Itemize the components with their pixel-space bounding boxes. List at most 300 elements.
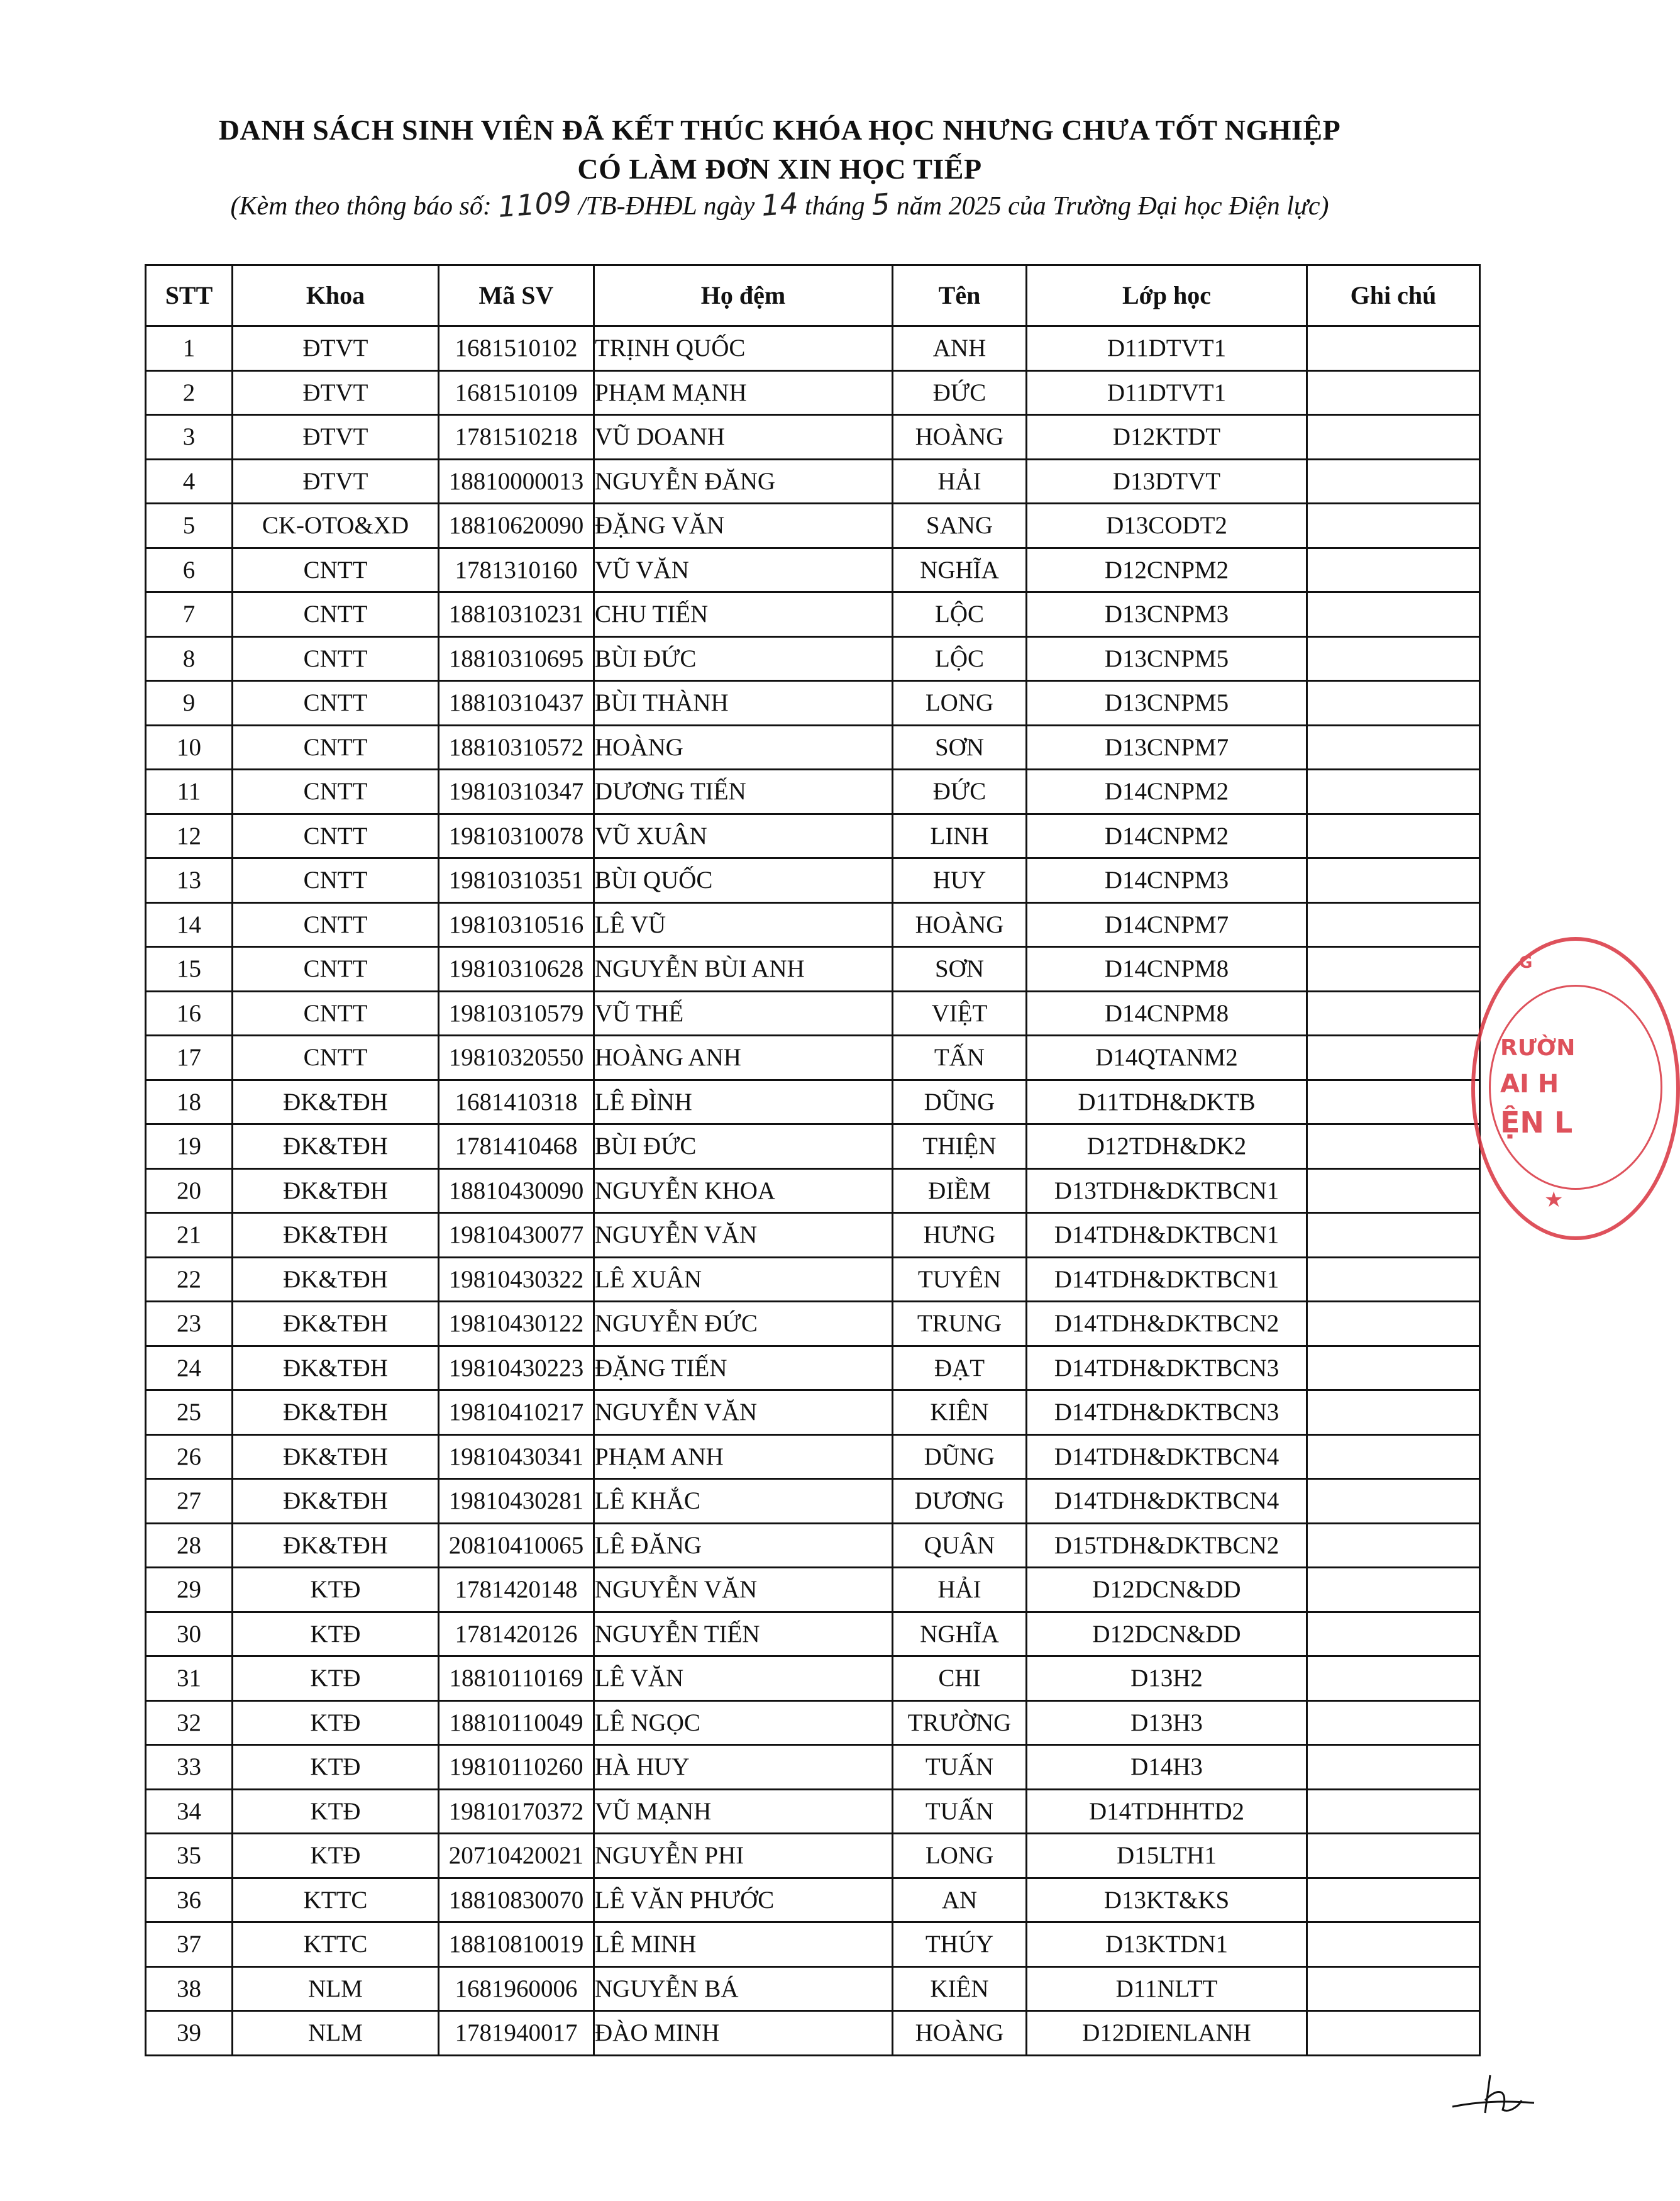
cell-ten: ĐỨC <box>893 370 1027 415</box>
cell-khoa: ĐK&TĐH <box>233 1168 439 1213</box>
cell-ma-sv: 1781510218 <box>439 415 594 460</box>
column-header-ten: Tên <box>893 265 1027 326</box>
cell-ho-dem: BÙI ĐỨC <box>594 636 893 681</box>
cell-lop-hoc: D14TDH&DKTBCN3 <box>1027 1390 1307 1435</box>
table-row <box>146 1612 1480 1656</box>
cell-ho-dem: LÊ VĂN PHƯỚC <box>594 1878 893 1922</box>
cell-ten: TẤN <box>893 1036 1027 1080</box>
cell-lop-hoc: D14TDHHTD2 <box>1027 1789 1307 1834</box>
cell-ghi-chu <box>1307 1346 1480 1390</box>
seal-text-top: G <box>1519 953 1533 972</box>
cell-ghi-chu <box>1307 1878 1480 1922</box>
cell-stt: 28 <box>146 1523 233 1568</box>
cell-lop-hoc: D14TDH&DKTBCN1 <box>1027 1213 1307 1258</box>
cell-ghi-chu <box>1307 947 1480 992</box>
cell-ghi-chu <box>1307 1168 1480 1213</box>
column-header-ma-sv: Mã SV <box>439 265 594 326</box>
cell-ho-dem: HÀ HUY <box>594 1745 893 1790</box>
document-subtitle <box>0 184 1559 225</box>
cell-ho-dem: LÊ ĐÌNH <box>594 1080 893 1124</box>
cell-ghi-chu <box>1307 1479 1480 1524</box>
cell-ten: LONG <box>893 1834 1027 1878</box>
cell-ma-sv: 1681410318 <box>439 1080 594 1124</box>
subtitle-prefix: (Kèm theo thông báo số: <box>230 192 499 221</box>
cell-lop-hoc: D13KT&KS <box>1027 1878 1307 1922</box>
cell-ghi-chu <box>1307 636 1480 681</box>
cell-ma-sv: 18810000013 <box>439 459 594 504</box>
cell-ghi-chu <box>1307 1213 1480 1258</box>
cell-ten: DŨNG <box>893 1434 1027 1479</box>
cell-ma-sv: 19810430122 <box>439 1302 594 1346</box>
cell-khoa: KTTC <box>233 1878 439 1922</box>
cell-ghi-chu <box>1307 370 1480 415</box>
cell-lop-hoc: D14TDH&DKTBCN4 <box>1027 1434 1307 1479</box>
cell-ghi-chu <box>1307 770 1480 814</box>
table-row <box>146 1213 1480 1258</box>
cell-ten: ĐẠT <box>893 1346 1027 1390</box>
cell-ten: HƯNG <box>893 1213 1027 1258</box>
cell-ma-sv: 18810310695 <box>439 636 594 681</box>
cell-stt: 25 <box>146 1390 233 1435</box>
cell-ma-sv: 18810110169 <box>439 1656 594 1701</box>
cell-ten: AN <box>893 1878 1027 1922</box>
cell-ho-dem: NGUYỄN TIẾN <box>594 1612 893 1656</box>
cell-lop-hoc: D15TDH&DKTBCN2 <box>1027 1523 1307 1568</box>
table-row <box>146 991 1480 1036</box>
table-row <box>146 1700 1480 1745</box>
cell-ma-sv: 19810310351 <box>439 858 594 903</box>
cell-ma-sv: 19810410217 <box>439 1390 594 1435</box>
cell-ma-sv: 19810110260 <box>439 1745 594 1790</box>
cell-ma-sv: 18810310437 <box>439 681 594 726</box>
cell-ho-dem: LÊ NGỌC <box>594 1700 893 1745</box>
cell-ten: LỘC <box>893 636 1027 681</box>
table-row <box>146 1302 1480 1346</box>
table-row <box>146 725 1480 770</box>
table-row <box>146 1080 1480 1124</box>
cell-ten: HẢI <box>893 459 1027 504</box>
cell-lop-hoc: D13CNPM5 <box>1027 681 1307 726</box>
cell-ghi-chu <box>1307 858 1480 903</box>
cell-ho-dem: NGUYỄN ĐỨC <box>594 1302 893 1346</box>
cell-stt: 8 <box>146 636 233 681</box>
cell-stt: 18 <box>146 1080 233 1124</box>
cell-khoa: CNTT <box>233 902 439 947</box>
cell-ten: HUY <box>893 858 1027 903</box>
table-row <box>146 1390 1480 1435</box>
cell-ho-dem: NGUYỄN KHOA <box>594 1168 893 1213</box>
cell-ghi-chu <box>1307 991 1480 1036</box>
cell-ma-sv: 19810430281 <box>439 1479 594 1524</box>
cell-ghi-chu <box>1307 1036 1480 1080</box>
document-title-line2: CÓ LÀM ĐƠN XIN HỌC TIẾP <box>577 153 982 185</box>
cell-ghi-chu <box>1307 326 1480 371</box>
cell-ho-dem: TRỊNH QUỐC <box>594 326 893 371</box>
handwritten-day: 14 <box>760 186 800 223</box>
red-seal-stamp <box>1471 937 1680 1240</box>
table-row <box>146 2011 1480 2056</box>
cell-ma-sv: 19810430322 <box>439 1257 594 1302</box>
cell-ten: LINH <box>893 814 1027 858</box>
cell-ghi-chu <box>1307 1789 1480 1834</box>
cell-ghi-chu <box>1307 1656 1480 1701</box>
cell-ten: HOÀNG <box>893 2011 1027 2056</box>
table-row <box>146 636 1480 681</box>
cell-ma-sv: 18810430090 <box>439 1168 594 1213</box>
cell-ma-sv: 20810410065 <box>439 1523 594 1568</box>
cell-ten: ANH <box>893 326 1027 371</box>
cell-khoa: CNTT <box>233 858 439 903</box>
table-row <box>146 1568 1480 1612</box>
cell-khoa: ĐK&TĐH <box>233 1257 439 1302</box>
cell-ghi-chu <box>1307 725 1480 770</box>
cell-stt: 19 <box>146 1124 233 1169</box>
cell-ma-sv: 18810620090 <box>439 504 594 548</box>
cell-stt: 11 <box>146 770 233 814</box>
cell-ma-sv: 18810830070 <box>439 1878 594 1922</box>
cell-ma-sv: 19810310347 <box>439 770 594 814</box>
subtitle-middle-1: /TB-ĐHĐL ngày <box>572 192 761 221</box>
cell-ma-sv: 1681510102 <box>439 326 594 371</box>
cell-ghi-chu <box>1307 1700 1480 1745</box>
cell-khoa: KTĐ <box>233 1568 439 1612</box>
cell-lop-hoc: D14TDH&DKTBCN2 <box>1027 1302 1307 1346</box>
cell-khoa: ĐK&TĐH <box>233 1346 439 1390</box>
cell-ma-sv: 1781940017 <box>439 2011 594 2056</box>
cell-lop-hoc: D12DCN&DD <box>1027 1612 1307 1656</box>
cell-ghi-chu <box>1307 1612 1480 1656</box>
cell-ghi-chu <box>1307 1257 1480 1302</box>
cell-khoa: KTĐ <box>233 1789 439 1834</box>
cell-ten: TUẤN <box>893 1745 1027 1790</box>
cell-khoa: ĐK&TĐH <box>233 1080 439 1124</box>
cell-ho-dem: PHẠM ANH <box>594 1434 893 1479</box>
cell-ten: TUYÊN <box>893 1257 1027 1302</box>
subtitle-suffix: năm 2025 của Trường Đại học Điện lực) <box>890 192 1329 221</box>
table-row <box>146 947 1480 992</box>
handwritten-month: 5 <box>870 187 892 222</box>
cell-ghi-chu <box>1307 814 1480 858</box>
cell-ten: QUÂN <box>893 1523 1027 1568</box>
cell-lop-hoc: D14CNPM3 <box>1027 858 1307 903</box>
cell-ghi-chu <box>1307 1745 1480 1790</box>
cell-lop-hoc: D13H3 <box>1027 1700 1307 1745</box>
cell-khoa: CNTT <box>233 770 439 814</box>
cell-stt: 34 <box>146 1789 233 1834</box>
cell-lop-hoc: D13CNPM7 <box>1027 725 1307 770</box>
cell-khoa: ĐTVT <box>233 415 439 460</box>
column-header-stt: STT <box>146 265 233 326</box>
table-row <box>146 459 1480 504</box>
cell-stt: 36 <box>146 1878 233 1922</box>
table-row <box>146 1966 1480 2011</box>
cell-khoa: CK-OTO&XD <box>233 504 439 548</box>
cell-ho-dem: NGUYỄN BÁ <box>594 1966 893 2011</box>
cell-stt: 17 <box>146 1036 233 1080</box>
cell-lop-hoc: D12DIENLANH <box>1027 2011 1307 2056</box>
table-row <box>146 1124 1480 1169</box>
table-row <box>146 858 1480 903</box>
cell-stt: 27 <box>146 1479 233 1524</box>
table-row <box>146 415 1480 460</box>
cell-ho-dem: VŨ XUÂN <box>594 814 893 858</box>
cell-ho-dem: NGUYỄN ĐĂNG <box>594 459 893 504</box>
table-row <box>146 1789 1480 1834</box>
cell-ghi-chu <box>1307 548 1480 592</box>
cell-ma-sv: 1681510109 <box>439 370 594 415</box>
cell-khoa: CNTT <box>233 814 439 858</box>
cell-ma-sv: 19810310078 <box>439 814 594 858</box>
cell-lop-hoc: D14QTANM2 <box>1027 1036 1307 1080</box>
cell-lop-hoc: D13CODT2 <box>1027 504 1307 548</box>
cell-ma-sv: 19810320550 <box>439 1036 594 1080</box>
cell-ten: LỘC <box>893 592 1027 637</box>
table-row <box>146 1523 1480 1568</box>
cell-khoa: CNTT <box>233 947 439 992</box>
cell-ghi-chu <box>1307 902 1480 947</box>
cell-ghi-chu <box>1307 1080 1480 1124</box>
cell-ghi-chu <box>1307 1124 1480 1169</box>
cell-khoa: CNTT <box>233 592 439 637</box>
cell-lop-hoc: D14TDH&DKTBCN4 <box>1027 1479 1307 1524</box>
cell-stt: 15 <box>146 947 233 992</box>
table-row <box>146 814 1480 858</box>
cell-ten: SANG <box>893 504 1027 548</box>
cell-lop-hoc: D14TDH&DKTBCN3 <box>1027 1346 1307 1390</box>
cell-ho-dem: LÊ VŨ <box>594 902 893 947</box>
table-row <box>146 681 1480 726</box>
cell-stt: 4 <box>146 459 233 504</box>
cell-khoa: KTTC <box>233 1922 439 1967</box>
cell-ma-sv: 1781420148 <box>439 1568 594 1612</box>
cell-stt: 10 <box>146 725 233 770</box>
cell-ma-sv: 18810110049 <box>439 1700 594 1745</box>
cell-ma-sv: 19810310579 <box>439 991 594 1036</box>
cell-khoa: ĐK&TĐH <box>233 1390 439 1435</box>
cell-ma-sv: 19810310628 <box>439 947 594 992</box>
table-row <box>146 370 1480 415</box>
cell-ho-dem: VŨ VĂN <box>594 548 893 592</box>
cell-lop-hoc: D14H3 <box>1027 1745 1307 1790</box>
table-row <box>146 1036 1480 1080</box>
cell-khoa: ĐTVT <box>233 326 439 371</box>
cell-khoa: CNTT <box>233 548 439 592</box>
seal-text-line1: RƯỜN <box>1500 1035 1576 1061</box>
table-row <box>146 1479 1480 1524</box>
cell-khoa: KTĐ <box>233 1612 439 1656</box>
table-row <box>146 1257 1480 1302</box>
cell-ho-dem: HOÀNG <box>594 725 893 770</box>
table-row <box>146 1745 1480 1790</box>
cell-khoa: CNTT <box>233 1036 439 1080</box>
cell-ghi-chu <box>1307 1390 1480 1435</box>
cell-lop-hoc: D13H2 <box>1027 1656 1307 1701</box>
cell-ho-dem: ĐẶNG VĂN <box>594 504 893 548</box>
cell-lop-hoc: D12KTDT <box>1027 415 1307 460</box>
cell-khoa: ĐK&TĐH <box>233 1479 439 1524</box>
cell-ghi-chu <box>1307 1523 1480 1568</box>
cell-ho-dem: ĐẶNG TIẾN <box>594 1346 893 1390</box>
cell-ten: NGHĨA <box>893 1612 1027 1656</box>
column-header-khoa: Khoa <box>233 265 439 326</box>
cell-ten: TRƯỜNG <box>893 1700 1027 1745</box>
cell-khoa: KTĐ <box>233 1834 439 1878</box>
cell-ten: TRUNG <box>893 1302 1027 1346</box>
cell-ma-sv: 1781420126 <box>439 1612 594 1656</box>
cell-ten: DƯƠNG <box>893 1479 1027 1524</box>
cell-khoa: CNTT <box>233 681 439 726</box>
cell-ho-dem: DƯƠNG TIẾN <box>594 770 893 814</box>
column-header-lop-hoc: Lớp học <box>1027 265 1307 326</box>
cell-ma-sv: 19810430341 <box>439 1434 594 1479</box>
cell-ghi-chu <box>1307 1966 1480 2011</box>
cell-stt: 16 <box>146 991 233 1036</box>
cell-ho-dem: VŨ MẠNH <box>594 1789 893 1834</box>
cell-stt: 24 <box>146 1346 233 1390</box>
cell-ghi-chu <box>1307 459 1480 504</box>
table-row <box>146 504 1480 548</box>
cell-ten: CHI <box>893 1656 1027 1701</box>
cell-khoa: NLM <box>233 2011 439 2056</box>
cell-ho-dem: HOÀNG ANH <box>594 1036 893 1080</box>
cell-ten: ĐỨC <box>893 770 1027 814</box>
cell-lop-hoc: D12DCN&DD <box>1027 1568 1307 1612</box>
cell-ghi-chu <box>1307 504 1480 548</box>
cell-ten: ĐIỀM <box>893 1168 1027 1213</box>
cell-stt: 13 <box>146 858 233 903</box>
cell-ma-sv: 1781410468 <box>439 1124 594 1169</box>
cell-ho-dem: LÊ ĐĂNG <box>594 1523 893 1568</box>
cell-ten: HOÀNG <box>893 415 1027 460</box>
column-header-ho-dem: Họ đệm <box>594 265 893 326</box>
cell-lop-hoc: D14CNPM8 <box>1027 947 1307 992</box>
cell-ma-sv: 18810810019 <box>439 1922 594 1967</box>
cell-ten: SƠN <box>893 725 1027 770</box>
cell-ho-dem: NGUYỄN VĂN <box>594 1568 893 1612</box>
cell-stt: 9 <box>146 681 233 726</box>
cell-ten: SƠN <box>893 947 1027 992</box>
table-row <box>146 1168 1480 1213</box>
table-row <box>146 1656 1480 1701</box>
cell-khoa: ĐK&TĐH <box>233 1124 439 1169</box>
cell-stt: 23 <box>146 1302 233 1346</box>
cell-lop-hoc: D14CNPM7 <box>1027 902 1307 947</box>
cell-lop-hoc: D14CNPM2 <box>1027 770 1307 814</box>
cell-lop-hoc: D13DTVT <box>1027 459 1307 504</box>
cell-ghi-chu <box>1307 2011 1480 2056</box>
cell-ho-dem: BÙI QUỐC <box>594 858 893 903</box>
cell-ghi-chu <box>1307 1922 1480 1967</box>
cell-ghi-chu <box>1307 592 1480 637</box>
table-row <box>146 1922 1480 1967</box>
cell-ghi-chu <box>1307 1568 1480 1612</box>
cell-khoa: ĐK&TĐH <box>233 1434 439 1479</box>
handwritten-notice-number: 1109 <box>497 184 573 225</box>
cell-lop-hoc: D13KTDN1 <box>1027 1922 1307 1967</box>
signature-initials <box>1446 2063 1540 2126</box>
cell-ho-dem: ĐÀO MINH <box>594 2011 893 2056</box>
cell-stt: 39 <box>146 2011 233 2056</box>
document-title-line1: DANH SÁCH SINH VIÊN ĐÃ KẾT THÚC KHÓA HỌC NHƯNG CHƯA TỐT NGHIỆP <box>218 114 1341 146</box>
cell-ho-dem: NGUYỄN VĂN <box>594 1213 893 1258</box>
cell-khoa: CNTT <box>233 636 439 681</box>
cell-ma-sv: 19810310516 <box>439 902 594 947</box>
cell-ho-dem: LÊ VĂN <box>594 1656 893 1701</box>
cell-stt: 12 <box>146 814 233 858</box>
cell-ho-dem: VŨ THẾ <box>594 991 893 1036</box>
table-row <box>146 902 1480 947</box>
cell-ho-dem: LÊ KHẮC <box>594 1479 893 1524</box>
cell-khoa: ĐK&TĐH <box>233 1523 439 1568</box>
cell-ho-dem: BÙI ĐỨC <box>594 1124 893 1169</box>
table-row <box>146 1434 1480 1479</box>
cell-stt: 22 <box>146 1257 233 1302</box>
cell-ten: THIỆN <box>893 1124 1027 1169</box>
student-list-table <box>145 264 1481 2056</box>
cell-stt: 14 <box>146 902 233 947</box>
cell-ten: NGHĨA <box>893 548 1027 592</box>
table-body <box>146 326 1480 2056</box>
column-header-ghi-chu: Ghi chú <box>1307 265 1480 326</box>
cell-lop-hoc: D14CNPM2 <box>1027 814 1307 858</box>
seal-text-line2: AI H <box>1500 1070 1559 1099</box>
subtitle-middle-2: tháng <box>798 192 872 221</box>
cell-stt: 6 <box>146 548 233 592</box>
seal-star-icon: ★ <box>1544 1187 1564 1212</box>
cell-ghi-chu <box>1307 415 1480 460</box>
cell-lop-hoc: D12CNPM2 <box>1027 548 1307 592</box>
table-row <box>146 1878 1480 1922</box>
cell-stt: 1 <box>146 326 233 371</box>
cell-lop-hoc: D14CNPM8 <box>1027 991 1307 1036</box>
cell-stt: 26 <box>146 1434 233 1479</box>
cell-stt: 33 <box>146 1745 233 1790</box>
cell-stt: 30 <box>146 1612 233 1656</box>
cell-ho-dem: LÊ XUÂN <box>594 1257 893 1302</box>
cell-ma-sv: 1681960006 <box>439 1966 594 2011</box>
cell-ten: HOÀNG <box>893 902 1027 947</box>
table-row <box>146 548 1480 592</box>
cell-ten: DŨNG <box>893 1080 1027 1124</box>
cell-stt: 29 <box>146 1568 233 1612</box>
cell-lop-hoc: D14TDH&DKTBCN1 <box>1027 1257 1307 1302</box>
cell-ghi-chu <box>1307 681 1480 726</box>
cell-ma-sv: 19810430077 <box>439 1213 594 1258</box>
cell-stt: 7 <box>146 592 233 637</box>
cell-ten: HẢI <box>893 1568 1027 1612</box>
cell-stt: 3 <box>146 415 233 460</box>
cell-lop-hoc: D11DTVT1 <box>1027 326 1307 371</box>
cell-ten: KIÊN <box>893 1390 1027 1435</box>
cell-lop-hoc: D11DTVT1 <box>1027 370 1307 415</box>
cell-stt: 38 <box>146 1966 233 2011</box>
cell-stt: 37 <box>146 1922 233 1967</box>
cell-khoa: CNTT <box>233 725 439 770</box>
cell-stt: 20 <box>146 1168 233 1213</box>
cell-ho-dem: NGUYỄN VĂN <box>594 1390 893 1435</box>
cell-khoa: ĐTVT <box>233 370 439 415</box>
cell-stt: 35 <box>146 1834 233 1878</box>
cell-ho-dem: BÙI THÀNH <box>594 681 893 726</box>
cell-lop-hoc: D13CNPM5 <box>1027 636 1307 681</box>
cell-ma-sv: 20710420021 <box>439 1834 594 1878</box>
cell-stt: 32 <box>146 1700 233 1745</box>
cell-ma-sv: 1781310160 <box>439 548 594 592</box>
cell-ten: THÚY <box>893 1922 1027 1967</box>
cell-khoa: CNTT <box>233 991 439 1036</box>
table-header-row <box>146 265 1480 326</box>
cell-khoa: ĐTVT <box>233 459 439 504</box>
